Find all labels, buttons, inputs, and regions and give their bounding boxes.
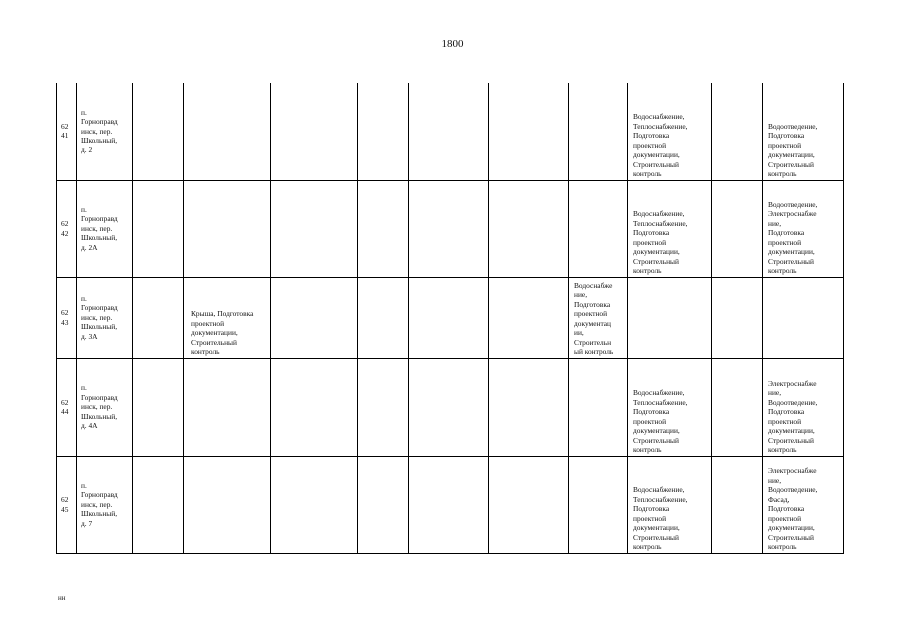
row-address: п. Горноправд инск, пер. Школьный, д. 4А: [77, 358, 133, 456]
empty-cell: [489, 277, 569, 358]
empty-cell: [409, 456, 489, 553]
row-address: п. Горноправд инск, пер. Школьный, д. 2А: [77, 180, 133, 277]
table-body: [57, 83, 844, 553]
empty-cell: [133, 456, 184, 553]
empty-cell: [271, 456, 358, 553]
roof-work-cell: [184, 358, 271, 456]
engineering-work-cell: [569, 358, 628, 456]
empty-cell: [133, 277, 184, 358]
row-number: 62 42: [57, 180, 77, 277]
empty-cell: [271, 358, 358, 456]
engineering-work-cell: Электроснабже ние, Водоотведение, Фасад, Подготовка проектной документации, Строительный контроль: [763, 456, 844, 553]
empty-cell: [409, 180, 489, 277]
empty-cell: [358, 456, 409, 553]
empty-cell: [489, 456, 569, 553]
engineering-work-cell: Водоотведение, Электроснабже ние, Подготовка проектной документации, Строительный контроль: [763, 180, 844, 277]
empty-cell: [358, 358, 409, 456]
roof-work-cell: [184, 180, 271, 277]
roof-work-cell: [184, 83, 271, 180]
empty-cell: [271, 83, 358, 180]
roof-work-cell: [184, 456, 271, 553]
row-number: 62 44: [57, 358, 77, 456]
engineering-work-cell: Водоотведение, Подготовка проектной документации, Строительный контроль: [763, 83, 844, 180]
table-row: [57, 180, 844, 277]
row-number: 62 45: [57, 456, 77, 553]
footer-mark: нн: [58, 594, 66, 602]
engineering-work-cell: Водоснабжение, Теплоснабжение, Подготовка проектной документации, Строительный контроль: [628, 456, 712, 553]
empty-cell: [409, 277, 489, 358]
row-address: п. Горноправд инск, пер. Школьный, д. 3А: [77, 277, 133, 358]
empty-cell: [358, 83, 409, 180]
row-address: п. Горноправд инск, пер. Школьный, д. 7: [77, 456, 133, 553]
empty-cell: [489, 83, 569, 180]
empty-cell: [133, 83, 184, 180]
engineering-work-cell: Водоснабже ние, Подготовка проектной документац ии, Строительн ый контроль: [569, 277, 628, 358]
row-number: 62 41: [57, 83, 77, 180]
engineering-work-cell: [763, 277, 844, 358]
empty-cell: [712, 456, 763, 553]
engineering-work-cell: Водоснабжение, Теплоснабжение, Подготовка проектной документации, Строительный контроль: [628, 83, 712, 180]
empty-cell: [358, 180, 409, 277]
roof-work-cell: Крыша, Подготовка проектной документации, Строительный контроль: [184, 277, 271, 358]
page-number: 1800: [441, 38, 464, 50]
empty-cell: [409, 83, 489, 180]
row-number: 62 43: [57, 277, 77, 358]
table-row: [57, 83, 844, 180]
empty-cell: [133, 358, 184, 456]
empty-cell: [133, 180, 184, 277]
empty-cell: [271, 180, 358, 277]
empty-cell: [712, 180, 763, 277]
engineering-work-cell: [569, 456, 628, 553]
table-row: [57, 358, 844, 456]
engineering-work-cell: Электроснабже ние, Водоотведение, Подготовка проектной документации, Строительный контроль: [763, 358, 844, 456]
engineering-work-cell: Водоснабжение, Теплоснабжение, Подготовка проектной документации, Строительный контроль: [628, 358, 712, 456]
empty-cell: [712, 277, 763, 358]
empty-cell: [409, 358, 489, 456]
empty-cell: [271, 277, 358, 358]
empty-cell: [712, 358, 763, 456]
empty-cell: [489, 358, 569, 456]
empty-cell: [489, 180, 569, 277]
empty-cell: [358, 277, 409, 358]
table-row: [57, 277, 844, 358]
document-table: [56, 83, 844, 554]
row-address: п. Горноправд инск, пер. Школьный, д. 2: [77, 83, 133, 180]
engineering-work-cell: [569, 83, 628, 180]
engineering-work-cell: [569, 180, 628, 277]
table-row: [57, 456, 844, 553]
engineering-work-cell: Водоснабжение, Теплоснабжение, Подготовка проектной документации, Строительный контроль: [628, 180, 712, 277]
empty-cell: [712, 83, 763, 180]
engineering-work-cell: [628, 277, 712, 358]
